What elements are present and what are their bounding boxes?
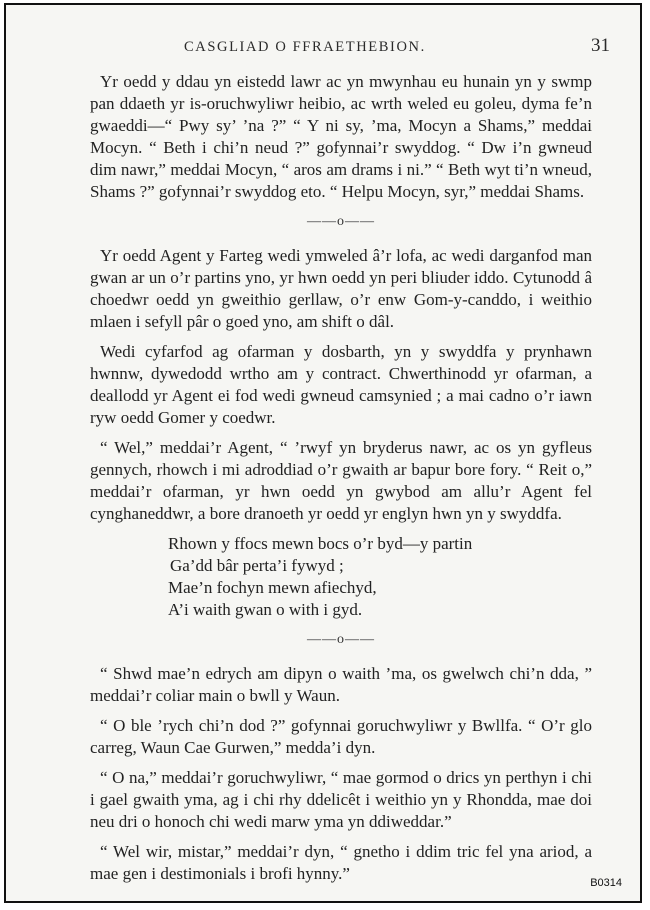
section-separator-2: ——o—— [307,632,375,647]
section-separator-1: ——o—— [307,214,375,229]
running-header [6,35,640,59]
verse-line-4: A’i waith gwan o with i gyd. [168,600,363,619]
paragraph-6: “ O ble ’rych chi’n dod ?” gofynnai goruchwyliwr y Bwllfa. “ O’r glo carreg, Waun Cae Gurwen,” medda’i dyn. [90,716,592,757]
page-frame [4,3,642,903]
paragraph-3: Wedi cyfarfod ag ofarman y dosbarth, yn y swyddfa y prynhawn hwnnw, dywedodd wrtho am y contract. Chwerthinodd yr ofarman, a deallodd yr Agent ei fod wedi gwneud camsynied ; a mai cadno o’r iawn ryw oedd Gomer y coedwr. [90,342,592,427]
catalogue-stamp: B0314 [590,877,622,889]
book-page [6,5,640,901]
page-number: 31 [591,35,610,56]
paragraph-1: Yr oedd y ddau yn eistedd lawr ac yn mwynhau eu hunain yn y swmp pan ddaeth yr is-oruchwyliwr heibio, ac wrth weled eu goleu, dyma fe’n gwaeddi—“ Pwy sy’ ’na ?” “ Y ni sy, ’ma, Mocyn a Shams,” meddai Mocyn. “ Beth i chi’n neud ?” gofynnai’r swyddog. “ Dw i’n gwneud dim nawr,” meddai Mocyn, “ aros am drams i ni.” “ Beth wyt ti’n wneud, Shams ?” gofynnai’r swyddog eto. “ Helpu Mocyn, syr,” meddai Shams. [90,72,592,201]
paragraph-5: “ Shwd mae’n edrych am dipyn o waith ’ma, os gwelwch chi’n dda, ” meddai’r coliar main o bwll y Waun. [90,664,592,705]
verse-line-3: Mae’n fochyn mewn afiechyd, [168,578,377,597]
paragraph-8: “ Wel wir, mistar,” meddai’r dyn, “ gnetho i ddim tric fel yna ariod, a mae gen i destimonials i brofi hynny.” [90,842,592,883]
verse-line-2: Ga’dd bâr perta’i fywyd ; [170,556,344,575]
paragraph-2: Yr oedd Agent y Farteg wedi ymweled â’r lofa, ac wedi darganfod man gwan ar un o’r partins yno, yr hwn oedd yn peri bliuder iddo. Cytunodd â choedwr oedd yn gweithio gerllaw, o’r enw Gom-y-canddo, i weithio mlaen i sefyll pâr o goed yno, am shift o dâl. [90,246,592,331]
page-body [90,71,592,893]
running-title: CASGLIAD O FFRAETHEBION. [184,39,426,55]
paragraph-7: “ O na,” meddai’r goruchwyliwr, “ mae gormod o drics yn perthyn i chi i gael gwaith yma, ag i chi rhy ddelicêt i weithio yn y Rhondda, mae doi neu dri o honoch chi wedi marw yma yn ddiweddar.” [90,768,592,831]
englyn-verse [168,533,592,621]
verse-line-1: Rhown y ffocs mewn bocs o’r byd—y partin [168,534,473,553]
paragraph-4: “ Wel,” meddai’r Agent, “ ’rwyf yn bryderus nawr, ac os yn gyfleus gennych, rhowch i mi adroddiad o’r gwaith ar bapur bore fory. “ Reit o,” meddai’r ofarman, yr hwn oedd yn gwybod am allu’r Agent fel cynghaneddwr, a bore dranoeth yr oedd yr englyn hwn yn y swyddfa. [90,438,592,523]
